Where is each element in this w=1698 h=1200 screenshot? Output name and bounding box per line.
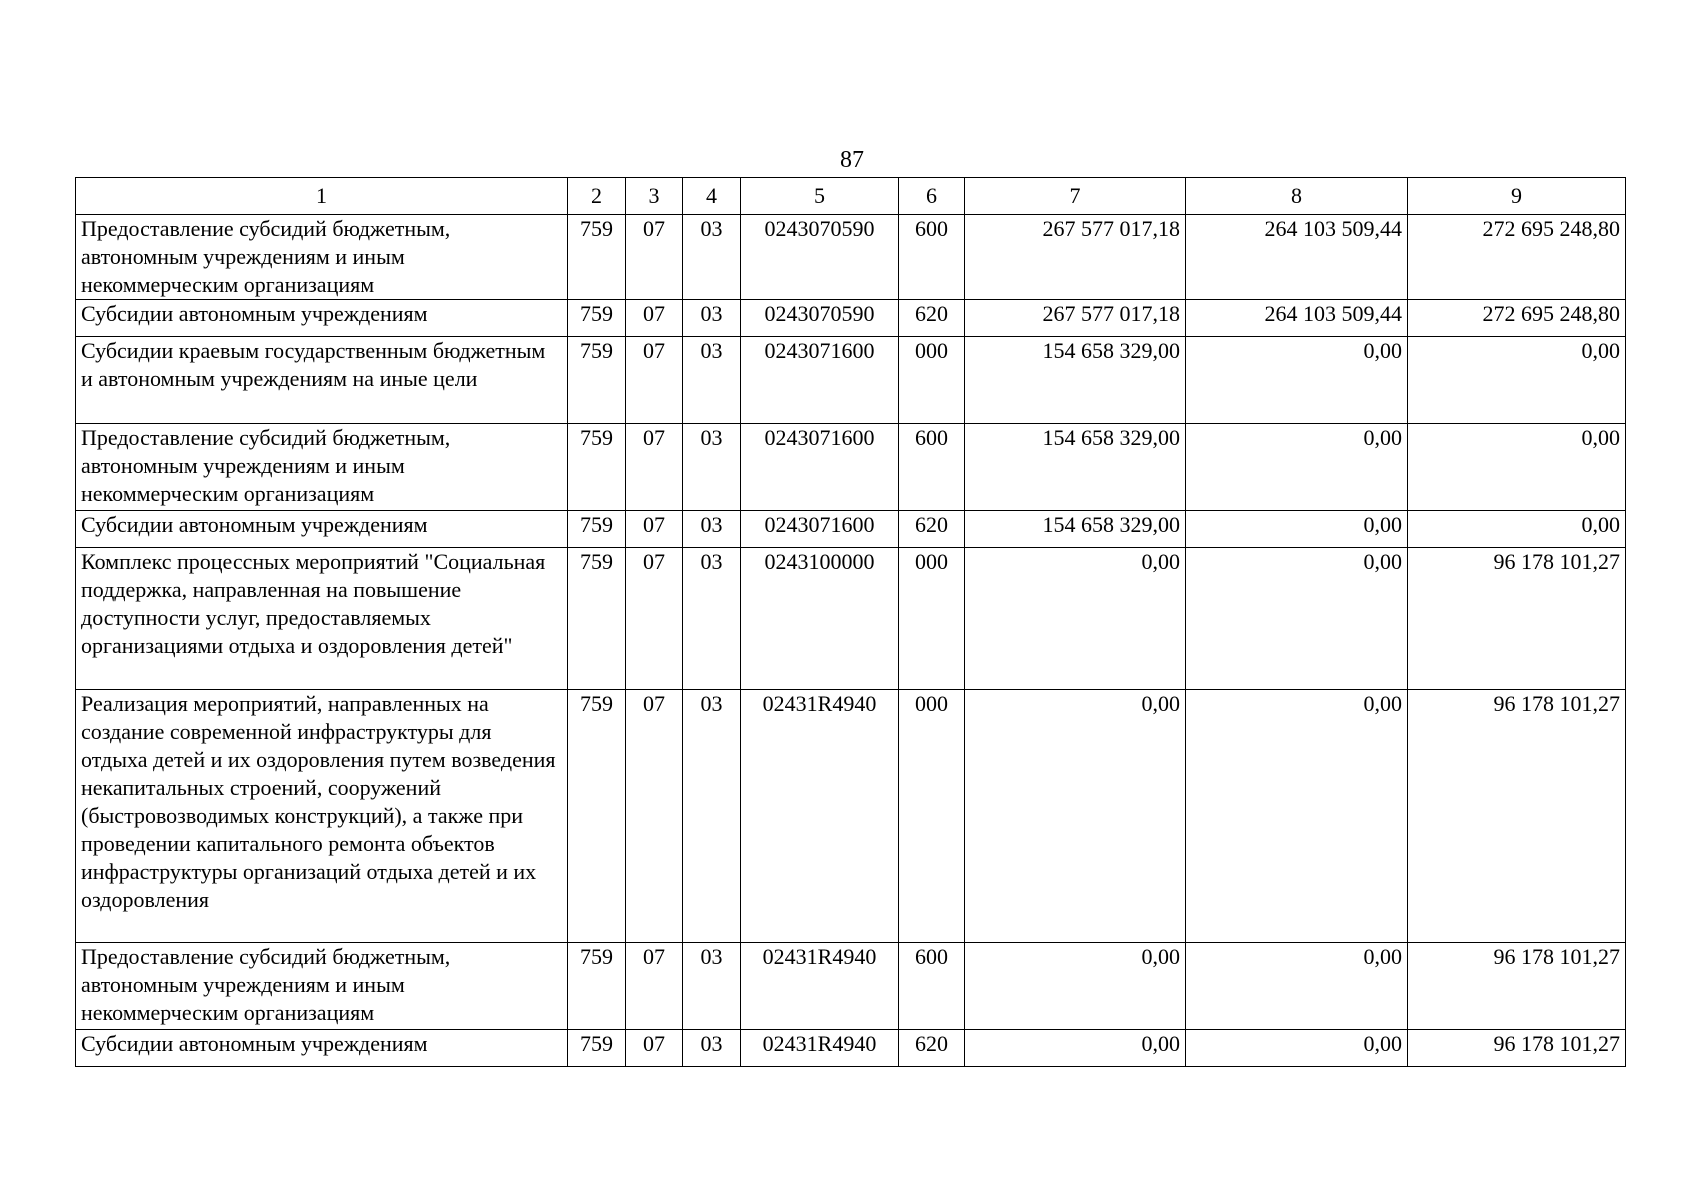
row-target-article: 0243070590 (741, 215, 899, 300)
row-section-code: 07 (626, 337, 683, 424)
row-section-code: 07 (626, 690, 683, 943)
row-ministry-code: 759 (568, 337, 626, 424)
row-amount-col8: 0,00 (1186, 690, 1408, 943)
row-name: Субсидии автономным учреждениям (76, 511, 568, 548)
row-expense-type: 000 (899, 690, 965, 943)
row-amount-col7: 0,00 (965, 943, 1186, 1030)
row-target-article: 02431R4940 (741, 1030, 899, 1067)
column-header-8: 8 (1186, 178, 1408, 215)
row-section-code: 07 (626, 424, 683, 511)
row-expense-type: 600 (899, 424, 965, 511)
row-target-article: 0243071600 (741, 511, 899, 548)
row-ministry-code: 759 (568, 1030, 626, 1067)
column-header-5: 5 (741, 178, 899, 215)
row-amount-col9: 0,00 (1408, 337, 1626, 424)
row-target-article: 0243070590 (741, 300, 899, 337)
row-target-article: 02431R4940 (741, 943, 899, 1030)
row-amount-col7: 267 577 017,18 (965, 300, 1186, 337)
budget-table (75, 177, 1626, 1067)
column-header-2: 2 (568, 178, 626, 215)
table-row (76, 548, 1626, 690)
row-expense-type: 620 (899, 1030, 965, 1067)
row-amount-col8: 0,00 (1186, 548, 1408, 690)
row-ministry-code: 759 (568, 300, 626, 337)
row-amount-col7: 267 577 017,18 (965, 215, 1186, 300)
row-name: Комплекс процессных мероприятий "Социальная поддержка, направленная на повышение доступности услуг, предоставляемых организациями отдыха и оздоровления детей" (76, 548, 568, 690)
row-amount-col9: 96 178 101,27 (1408, 548, 1626, 690)
row-amount-col8: 264 103 509,44 (1186, 300, 1408, 337)
row-ministry-code: 759 (568, 215, 626, 300)
row-amount-col9: 0,00 (1408, 511, 1626, 548)
row-amount-col8: 0,00 (1186, 337, 1408, 424)
row-ministry-code: 759 (568, 548, 626, 690)
row-section-code: 07 (626, 943, 683, 1030)
column-header-7: 7 (965, 178, 1186, 215)
row-ministry-code: 759 (568, 424, 626, 511)
row-amount-col9: 272 695 248,80 (1408, 300, 1626, 337)
row-subsection-code: 03 (683, 424, 741, 511)
row-subsection-code: 03 (683, 548, 741, 690)
row-name: Предоставление субсидий бюджетным, автономным учреждениям и иным некоммерческим организациям (76, 215, 568, 300)
row-section-code: 07 (626, 548, 683, 690)
row-amount-col8: 0,00 (1186, 1030, 1408, 1067)
row-name: Предоставление субсидий бюджетным, автономным учреждениям и иным некоммерческим организациям (76, 943, 568, 1030)
row-subsection-code: 03 (683, 690, 741, 943)
column-header-3: 3 (626, 178, 683, 215)
table-row (76, 511, 1626, 548)
table-row (76, 337, 1626, 424)
column-header-9: 9 (1408, 178, 1626, 215)
row-name: Предоставление субсидий бюджетным, автономным учреждениям и иным некоммерческим организациям (76, 424, 568, 511)
row-expense-type: 620 (899, 300, 965, 337)
table-row (76, 1030, 1626, 1067)
table-row (76, 943, 1626, 1030)
row-amount-col7: 0,00 (965, 1030, 1186, 1067)
row-amount-col8: 0,00 (1186, 424, 1408, 511)
table-row (76, 424, 1626, 511)
row-subsection-code: 03 (683, 511, 741, 548)
row-subsection-code: 03 (683, 215, 741, 300)
row-amount-col9: 0,00 (1408, 424, 1626, 511)
row-name: Субсидии автономным учреждениям (76, 300, 568, 337)
row-expense-type: 000 (899, 548, 965, 690)
row-section-code: 07 (626, 300, 683, 337)
column-header-1: 1 (76, 178, 568, 215)
row-expense-type: 600 (899, 943, 965, 1030)
row-ministry-code: 759 (568, 511, 626, 548)
table-row (76, 690, 1626, 943)
row-amount-col8: 0,00 (1186, 511, 1408, 548)
row-name: Реализация мероприятий, направленных на создание современной инфраструктуры для отдыха детей и их оздоровления путем возведения некапитальных строений, сооружений (быстровозводимых конструкций), а также при проведении капитального ремонта объектов инфраструктуры организаций отдыха детей и их оздоровления (76, 690, 568, 943)
row-subsection-code: 03 (683, 943, 741, 1030)
row-ministry-code: 759 (568, 690, 626, 943)
row-name: Субсидии автономным учреждениям (76, 1030, 568, 1067)
row-target-article: 0243071600 (741, 337, 899, 424)
row-ministry-code: 759 (568, 943, 626, 1030)
row-target-article: 02431R4940 (741, 690, 899, 943)
row-amount-col9: 272 695 248,80 (1408, 215, 1626, 300)
page-number: 87 (840, 147, 864, 173)
row-amount-col9: 96 178 101,27 (1408, 943, 1626, 1030)
row-amount-col8: 264 103 509,44 (1186, 215, 1408, 300)
row-subsection-code: 03 (683, 337, 741, 424)
row-amount-col7: 154 658 329,00 (965, 424, 1186, 511)
row-section-code: 07 (626, 511, 683, 548)
row-section-code: 07 (626, 1030, 683, 1067)
column-header-6: 6 (899, 178, 965, 215)
row-target-article: 0243100000 (741, 548, 899, 690)
row-expense-type: 620 (899, 511, 965, 548)
row-amount-col7: 154 658 329,00 (965, 511, 1186, 548)
row-expense-type: 600 (899, 215, 965, 300)
header-row (76, 178, 1626, 215)
table-row (76, 300, 1626, 337)
row-section-code: 07 (626, 215, 683, 300)
row-amount-col7: 154 658 329,00 (965, 337, 1186, 424)
row-subsection-code: 03 (683, 1030, 741, 1067)
column-header-4: 4 (683, 178, 741, 215)
row-amount-col9: 96 178 101,27 (1408, 1030, 1626, 1067)
row-name: Субсидии краевым государственным бюджетным и автономным учреждениям на иные цели (76, 337, 568, 424)
row-target-article: 0243071600 (741, 424, 899, 511)
row-amount-col9: 96 178 101,27 (1408, 690, 1626, 943)
table-row (76, 215, 1626, 300)
row-expense-type: 000 (899, 337, 965, 424)
row-amount-col8: 0,00 (1186, 943, 1408, 1030)
row-amount-col7: 0,00 (965, 548, 1186, 690)
row-amount-col7: 0,00 (965, 690, 1186, 943)
row-subsection-code: 03 (683, 300, 741, 337)
